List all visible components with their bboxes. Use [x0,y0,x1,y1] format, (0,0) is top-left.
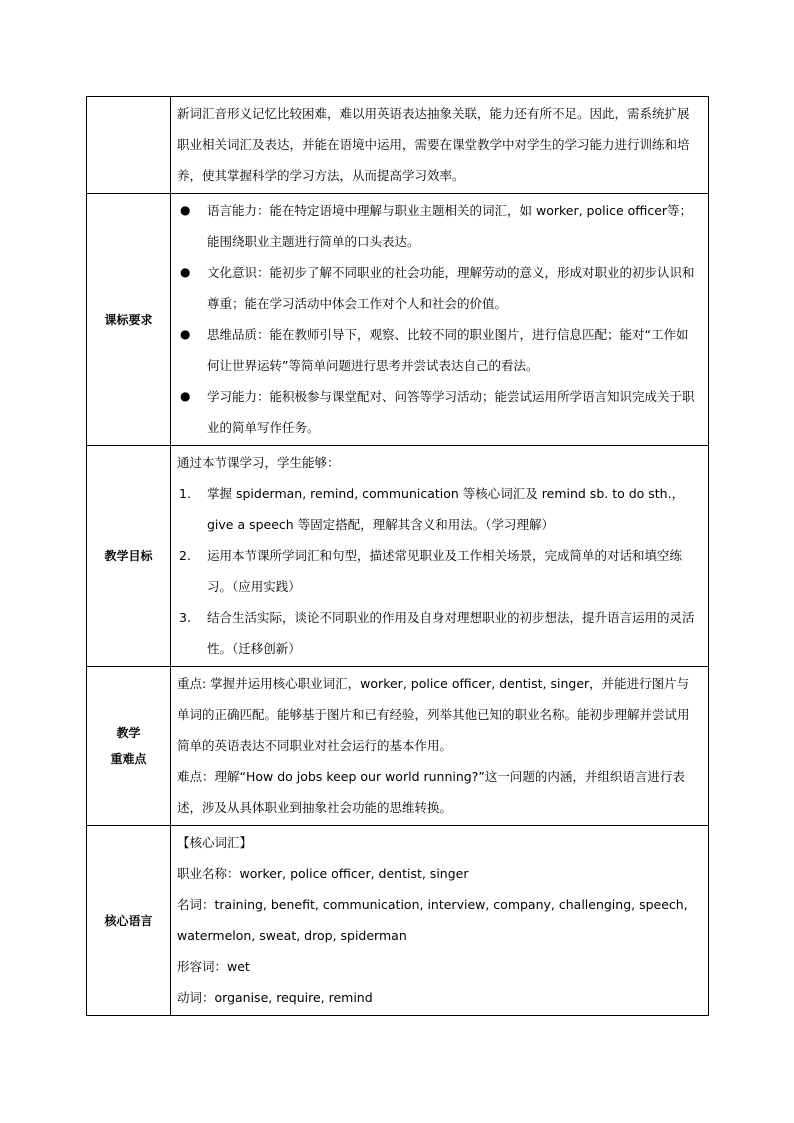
list-item-text: 掌握 spiderman, remind, communication 等核心词汇及 remind sb. to do sth.， give a speech 等固定搭配，理解其含义和用法。（学习理解） [207,486,685,532]
bullet-icon: ● [180,327,191,341]
learning-analysis-text: 新词汇音形义记忆比较困难，难以用英语表达抽象关联，能力还有所不足。因此，需系统扩展职业相关词汇及表达，并能在语境中运用，需要在课堂教学中对学生的学习能力进行训练和培养，使其掌握科学的学习方法，从而提高学习效率。 [177,106,690,183]
list-item [177,319,700,381]
table-row [87,446,709,667]
list-item [177,195,700,257]
list-item [177,540,700,602]
item-number: 1. [179,486,191,501]
bullet-icon: ● [180,389,191,403]
key-point-text: 重点: 掌握并运用核心职业词汇，worker, police officer, dentist, singer，并能进行图片与单词的正确匹配。能够基于图片和已有经验，列举其他已知的职业名称。能初步理解并尝试用简单的英语表达不同职业对社会运行的基本作用。 [177,676,690,753]
list-item-text: 思维品质：能在教师引导下，观察、比较不同的职业图片，进行信息匹配；能对“工作如何让世界运转”等简单问题进行思考并尝试表达自己的看法。 [207,327,689,373]
row-label-line: 重难点 [110,752,147,766]
row-label: 课标要求 [87,194,171,446]
vocab-line: 名词：training, benefit, communication, interview, company, challenging, speech, watermelon, sweat, drop, spiderman [177,897,688,943]
list-item [177,381,700,443]
list-item-text: 语言能力：能在特定语境中理解与职业主题相关的词汇，如 worker, police officer等；能围绕职业主题进行简单的口头表达。 [207,203,693,249]
table-row [87,194,709,446]
objectives-cell [171,446,709,667]
list-item-text: 文化意识：能初步了解不同职业的社会功能，理解劳动的意义，形成对职业的初步认识和尊重；能在学习活动中体会工作对个人和社会的价值。 [207,265,695,311]
vocab-line: 形容词：wet [177,959,250,974]
objectives-intro: 通过本节课学习，学生能够： [177,455,340,470]
bullet-icon: ● [180,203,191,217]
difficult-point-text: 难点：理解“How do jobs keep our world running?”这一问题的内涵，并组织语言进行表述，涉及从具体职业到抽象社会功能的思维转换。 [177,769,685,815]
list-item-text: 学习能力：能积极参与课堂配对、问答等学习活动；能尝试运用所学语言知识完成关于职业的简单写作任务。 [207,389,695,435]
item-number: 2. [179,548,191,563]
core-vocab-heading: 【核心词汇】 [177,835,253,850]
row-label [87,667,171,826]
curriculum-cell [171,194,709,446]
table-row [87,97,709,194]
row-label: 核心语言 [87,826,171,1016]
list-item [177,257,700,319]
vocab-line: 职业名称：worker, police officer, dentist, singer [177,866,469,881]
core-language-cell [171,826,709,1016]
keypoints-cell [171,667,709,826]
empty-label-cell [87,97,171,194]
item-number: 3. [179,610,191,625]
list-item [177,602,700,664]
row-label: 教学目标 [87,446,171,667]
row-label-line: 教学 [116,726,141,740]
table-row [87,667,709,826]
list-item-text: 运用本节课所学词汇和句型，描述常见职业及工作相关场景，完成简单的对话和填空练习。（应用实践） [207,548,683,594]
vocab-line: 动词：organise, require, remind [177,990,373,1005]
lesson-plan-table [86,96,709,1016]
list-item-text: 结合生活实际，谈论不同职业的作用及自身对理想职业的初步想法，提升语言运用的灵活性。（迁移创新） [207,610,695,656]
bullet-icon: ● [180,265,191,279]
learning-analysis-cell [171,97,709,194]
table-row [87,826,709,1016]
list-item [177,478,700,540]
